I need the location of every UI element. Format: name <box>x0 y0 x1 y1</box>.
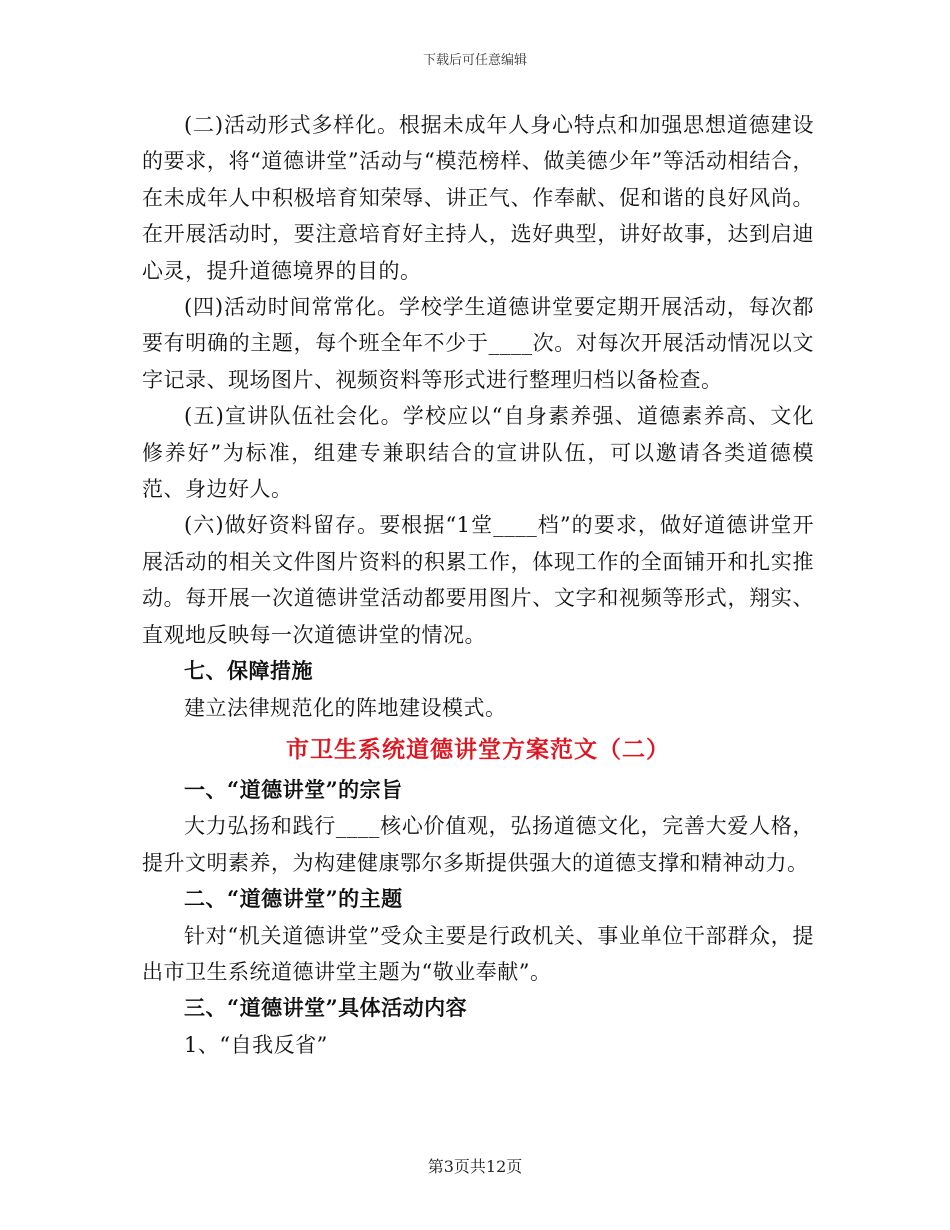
section-heading-purpose: 一、“道德讲堂”的宗旨 <box>184 776 403 802</box>
paragraph-lecture-team: (五)宣讲队伍社会化。学校应以“自身素养强、道德素养高、文化修养好”为标准，组建专兼职结合的宣讲队伍，可以邀请各类道德模范、身边好人。 <box>142 404 814 502</box>
paragraph-purpose: 大力弘扬和践行____核心价值观，弘扬道德文化，完善大爱人格，提升文明素养，为构建健康鄂尔多斯提供强大的道德支撑和精神动力。 <box>142 814 814 875</box>
paragraph-activity-form: (二)活动形式多样化。根据未成年人身心特点和加强思想道德建设的要求，将“道德讲堂”活动与“模范榜样、做美德少年”等活动相结合，在未成年人中积极培育知荣辱、讲正气、作奉献、促和谐的良好风尚。在开展活动时，要注意培育好主持人，选好典型，讲好故事，达到启迪心灵，提升道德境界的目的。 <box>142 113 814 283</box>
paragraph-safeguards: 建立法律规范化的阵地建设模式。 <box>184 695 507 720</box>
document-title: 市卫生系统道德讲堂方案范文（二） <box>286 735 670 763</box>
list-item-self-reflection: 1、“自我反省” <box>184 1032 328 1057</box>
section-heading-activities: 三、“道德讲堂”具体活动内容 <box>184 995 468 1021</box>
paragraph-theme: 针对“机关道德讲堂”受众主要是行政机关、事业单位干部群众，提出市卫生系统道德讲堂主题为“敬业奉献”。 <box>142 923 814 984</box>
paragraph-activity-time: (四)活动时间常常化。学校学生道德讲堂要定期开展活动，每次都要有明确的主题，每个班全年不少于____次。对每次开展活动情况以文字记录、现场图片、视频资料等形式进行整理归档以备检查。 <box>142 295 814 392</box>
section-heading-theme: 二、“道德讲堂”的主题 <box>184 886 403 912</box>
paragraph-data-retention: (六)做好资料留存。要根据“1堂____档”的要求，做好道德讲堂开展活动的相关文件图片资料的积累工作，体现工作的全面铺开和扎实推动。每开展一次道德讲堂活动都要用图片、文字和视频等形式，翔实、直观地反映每一次道德讲堂的情况。 <box>142 513 814 647</box>
page-header: 下载后可任意编辑 <box>422 53 527 68</box>
page-footer: 第3页共12页 <box>427 1157 523 1176</box>
document-body <box>142 107 814 1063</box>
section-heading-safeguards: 七、保障措施 <box>184 658 313 684</box>
